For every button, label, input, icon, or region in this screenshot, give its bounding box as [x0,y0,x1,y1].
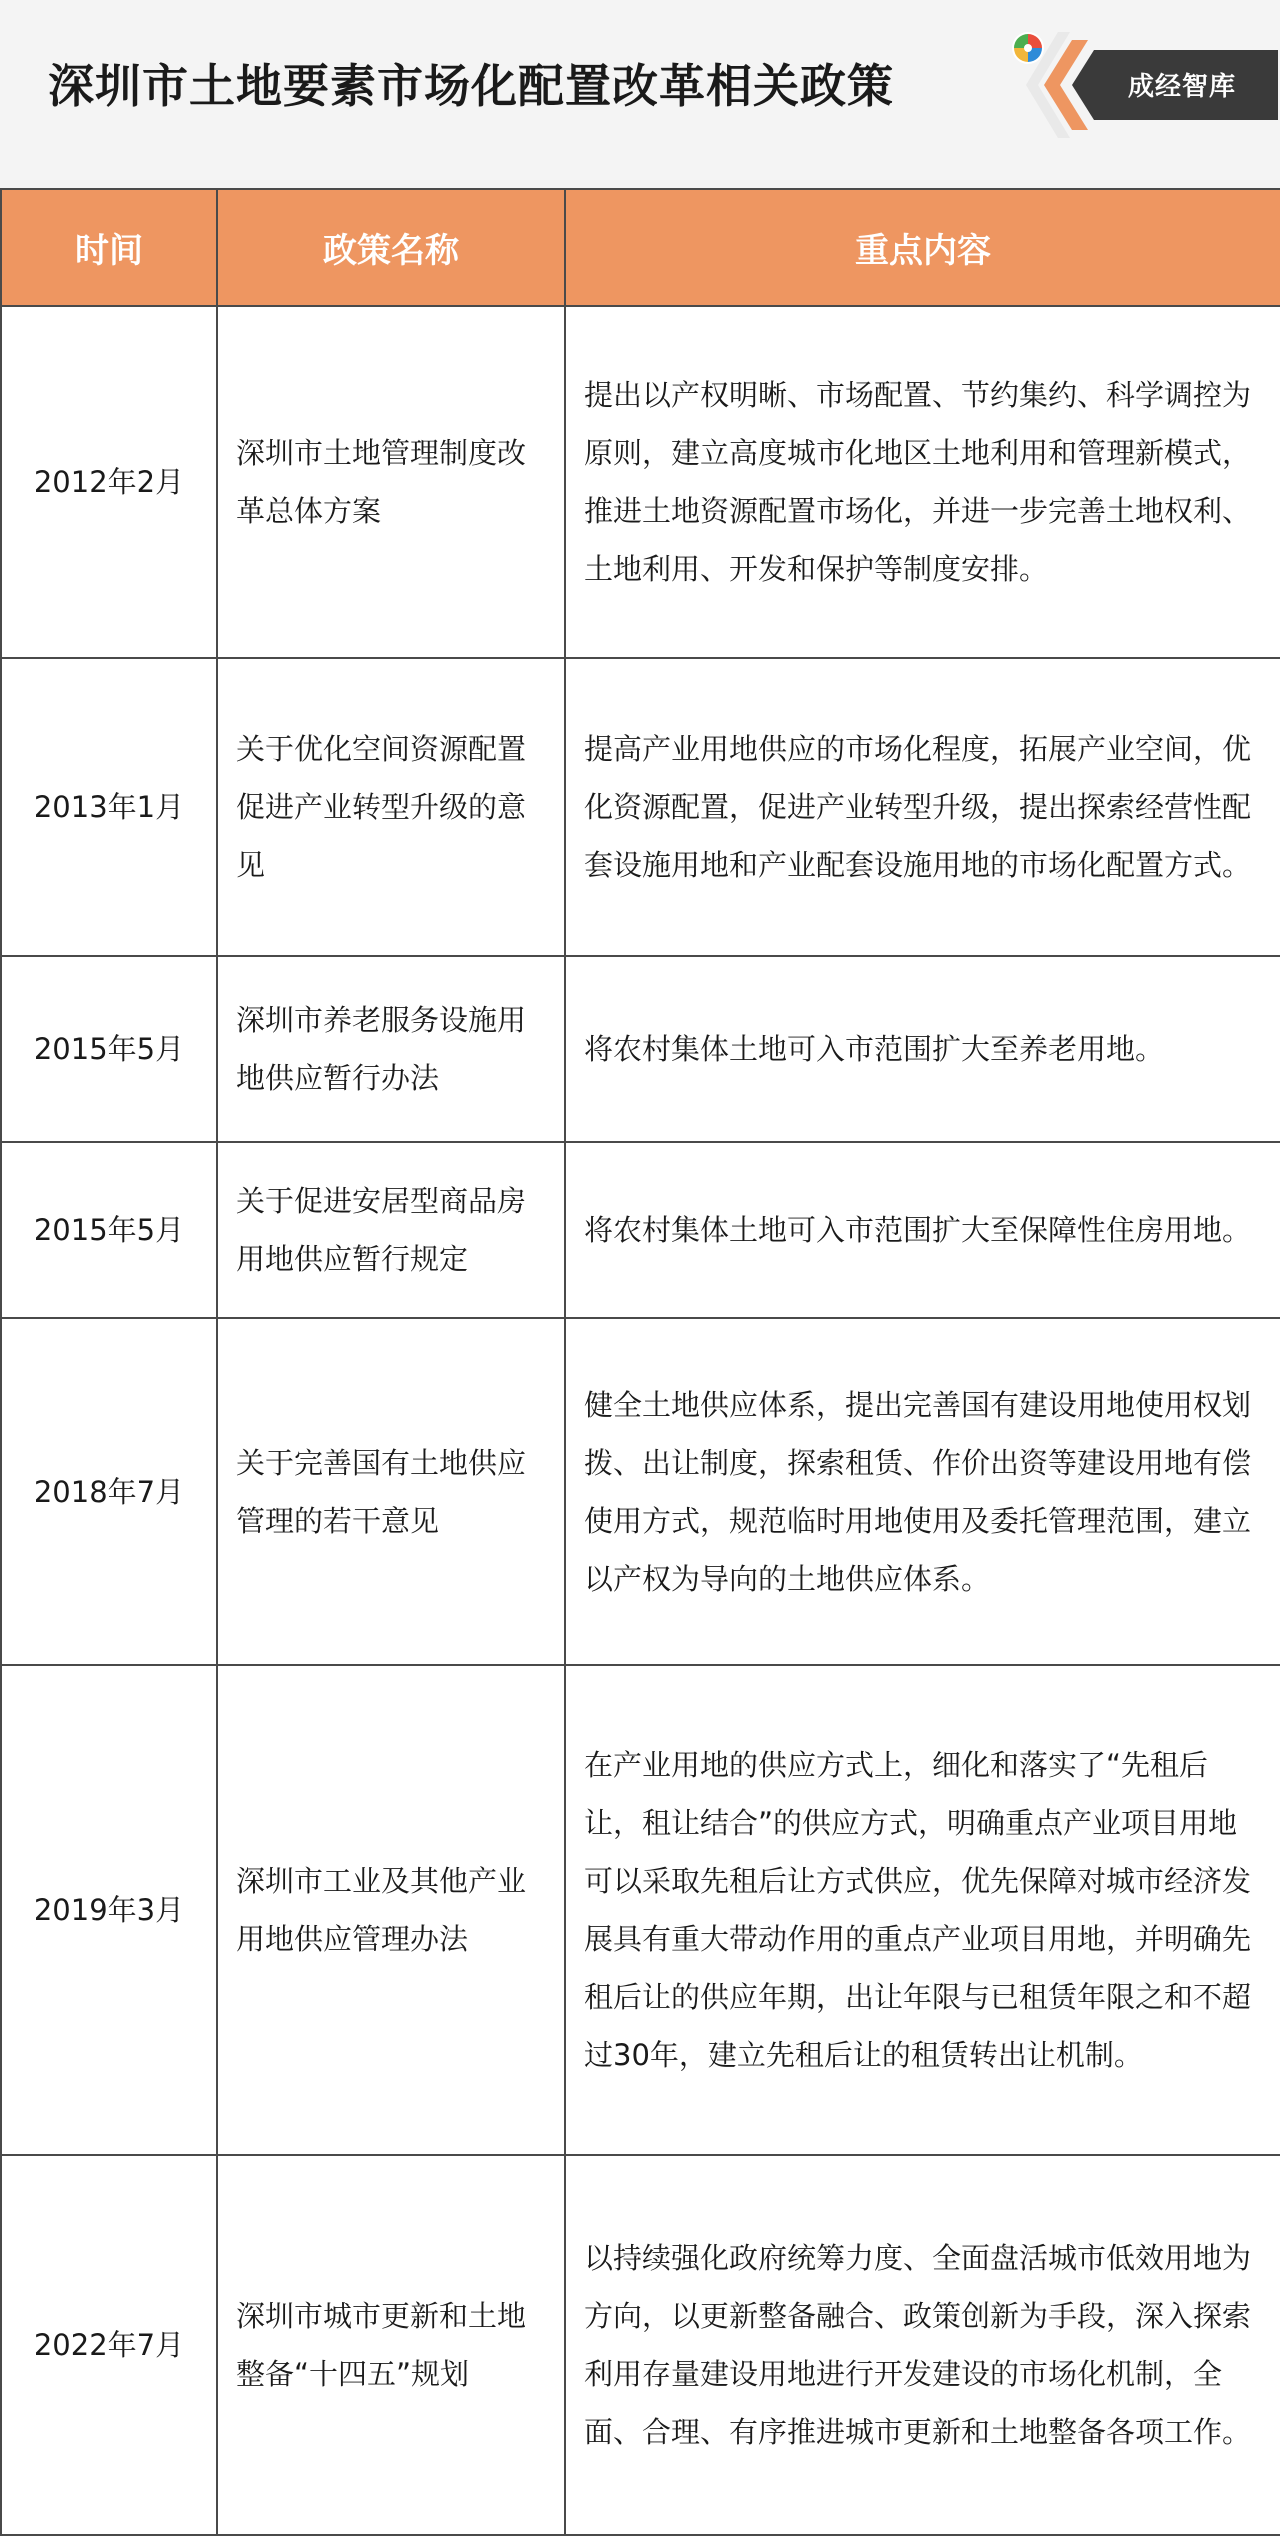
column-header-key-content: 重点内容 [565,189,1280,306]
table-row [1,2155,1280,2535]
table-row [1,306,1280,658]
table-row [1,658,1280,956]
row-key-content: 将农村集体土地可入市范围扩大至养老用地。 [565,956,1280,1142]
row-date: 2022年7月 [1,2155,217,2535]
brand-logo [1010,30,1278,140]
row-policy-name: 深圳市工业及其他产业用地供应管理办法 [217,1665,565,2155]
row-date: 2013年1月 [1,658,217,956]
column-header-time: 时间 [1,189,217,306]
policy-table [0,188,1280,2536]
row-key-content: 以持续强化政府统筹力度、全面盘活城市低效用地为方向，以更新整备融合、政策创新为手段，深入探索利用存量建设用地进行开发建设的市场化机制，全面、合理、有序推进城市更新和土地整备各项工作。 [565,2155,1280,2535]
page-title: 深圳市土地要素市场化配置改革相关政策 [48,59,894,113]
row-date: 2018年7月 [1,1318,217,1665]
row-key-content: 提高产业用地供应的市场化程度，拓展产业空间，优化资源配置，促进产业转型升级，提出探索经营性配套设施用地和产业配套设施用地的市场化配置方式。 [565,658,1280,956]
row-key-content: 在产业用地的供应方式上，细化和落实了“先租后让，租让结合”的供应方式，明确重点产业项目用地可以采取先租后让方式供应，优先保障对城市经济发展具有重大带动作用的重点产业项目用地，并明确先租后让的供应年期，出让年限与已租赁年限之和不超过30年，建立先租后让的租赁转出让机制。 [565,1665,1280,2155]
row-date: 2015年5月 [1,956,217,1142]
row-policy-name: 深圳市养老服务设施用地供应暂行办法 [217,956,565,1142]
row-date: 2012年2月 [1,306,217,658]
logo-text: 成经智库 [1128,72,1237,102]
page-header [0,0,1280,188]
row-key-content: 将农村集体土地可入市范围扩大至保障性住房用地。 [565,1142,1280,1318]
chengjing-logo-icon [1010,30,1046,66]
row-key-content: 提出以产权明晰、市场配置、节约集约、科学调控为原则，建立高度城市化地区土地利用和管理新模式，推进土地资源配置市场化，并进一步完善土地权利、土地利用、开发和保护等制度安排。 [565,306,1280,658]
row-policy-name: 关于优化空间资源配置 促进产业转型升级的意见 [217,658,565,956]
table-row [1,1318,1280,1665]
table-row [1,1665,1280,2155]
table-row [1,1142,1280,1318]
column-header-policy-name: 政策名称 [217,189,565,306]
row-policy-name: 关于促进安居型商品房用地供应暂行规定 [217,1142,565,1318]
row-policy-name: 深圳市城市更新和土地整备“十四五”规划 [217,2155,565,2535]
row-date: 2019年3月 [1,1665,217,2155]
row-policy-name: 关于完善国有土地供应管理的若干意见 [217,1318,565,1665]
row-date: 2015年5月 [1,1142,217,1318]
table-header-row [1,189,1280,306]
row-key-content: 健全土地供应体系，提出完善国有建设用地使用权划拨、出让制度，探索租赁、作价出资等建设用地有偿使用方式，规范临时用地使用及委托管理范围，建立以产权为导向的土地供应体系。 [565,1318,1280,1665]
row-policy-name: 深圳市土地管理制度改革总体方案 [217,306,565,658]
table-row [1,956,1280,1142]
